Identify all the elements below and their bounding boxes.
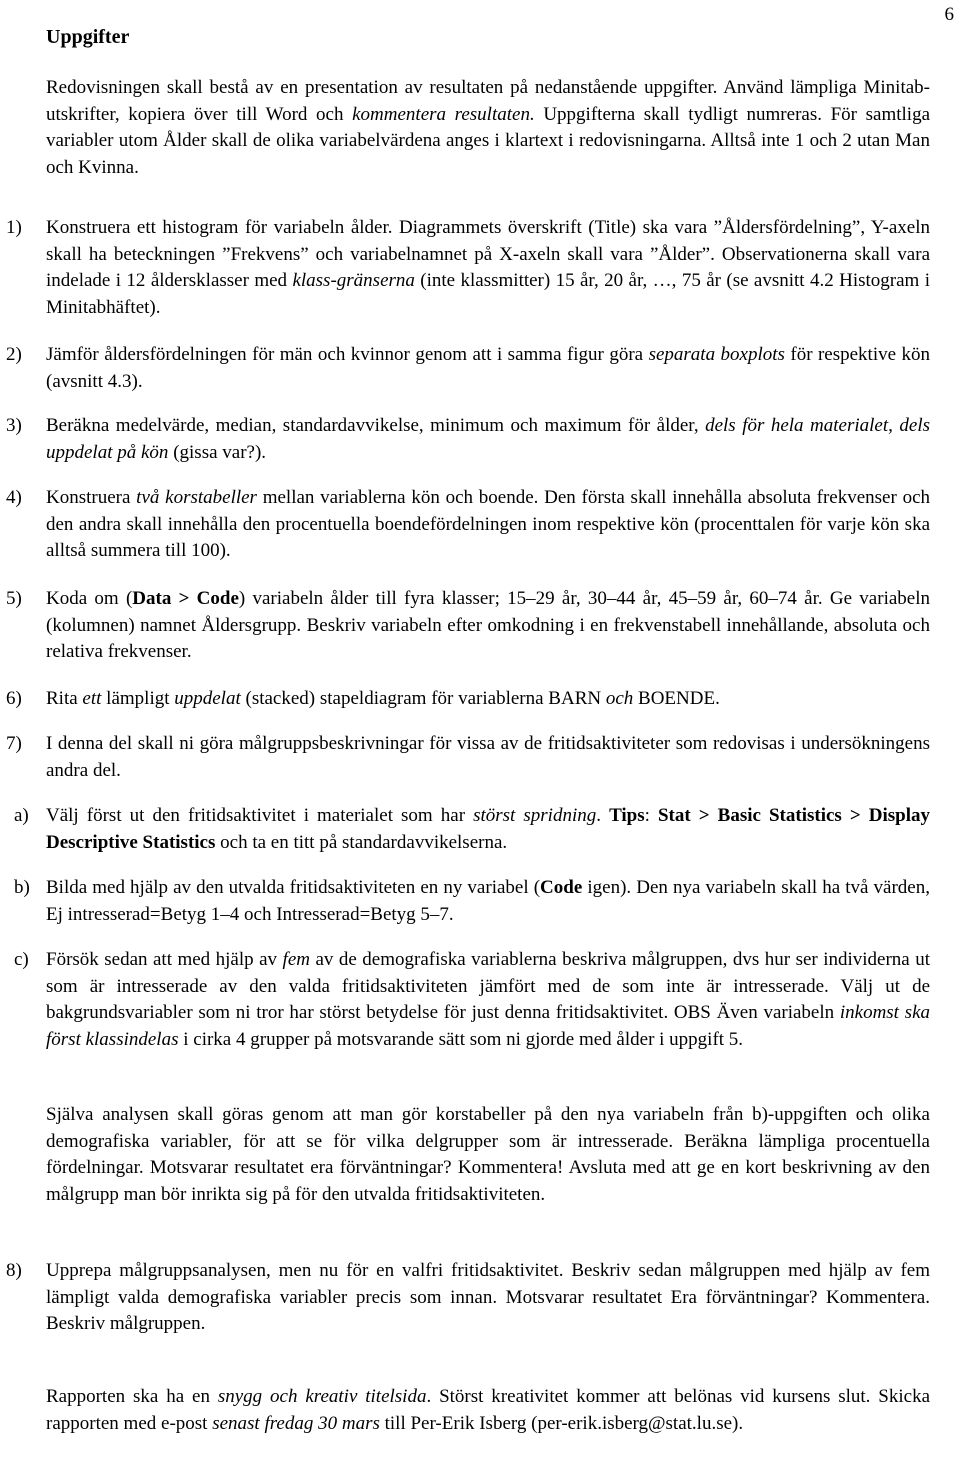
task-7b: b) Bilda med hjälp av den utvalda fritidsaktiviteten en ny variabel (Code igen). Den nya variabeln skall ha två värden, Ej intresserad=Betyg 1–4 och Intresserad=Betyg 5–7.: [14, 877, 930, 925]
task-6: 6) Rita ett lämpligt uppdelat (stacked) stapeldiagram för variablerna BARN och BOENDE.: [6, 686, 930, 713]
task-number: 7): [6, 733, 22, 754]
task-letter: a): [14, 805, 29, 826]
task-number: 3): [6, 415, 22, 436]
task-3: 3) Beräkna medelvärde, median, standardavvikelse, minimum och maximum för ålder, dels för hela materialet, dels uppdelat på kön (gissa var?).: [6, 415, 930, 463]
task-4: 4) Konstruera två korstabeller mellan variablerna kön och boende. Den första skall innehålla absoluta frekvenser och den andra skall innehålla den procentuella boendefördelningen inom respektive kön (procenttalen för varje kön ska alltså summera till 100).: [6, 487, 930, 561]
page-title: Uppgifter: [46, 26, 130, 48]
page-number: 6: [944, 4, 954, 25]
task-8: 8) Upprepa målgruppsanalysen, men nu för en valfri fritidsaktivitet. Beskriv sedan målgruppen med hjälp av fem lämpligt valda demografiska variabler precis som innan. Motsvarar resultatet Era förväntningar? Kommentera. Beskriv målgruppen.: [6, 1260, 930, 1334]
task-letter: b): [14, 877, 30, 898]
task-7: 7) I denna del skall ni göra målgruppsbeskrivningar för vissa av de fritidsaktiviteter som redovisas i undersökningens andra del.: [6, 733, 930, 781]
task-5: 5) Koda om (Data > Code) variabeln ålder till fyra klasser; 15–29 år, 30–44 år, 45–59 år, 60–74 år. Ge variabeln (kolumnen) namnet Åldersgrupp. Beskriv variabeln efter omkodning i en frekvenstabell innehållande, absoluta och relativa frekvenser.: [6, 588, 930, 662]
closing-paragraph: Rapporten ska ha en snygg och kreativ titelsida. Störst kreativitet kommer att belönas vid kursens slut. Skicka rapporten med e-post senast fredag 30 mars till Per-Erik Isberg (per-erik.isberg@stat.lu.se).: [46, 1386, 930, 1434]
task-7c: c) Försök sedan att med hjälp av fem av de demografiska variablerna beskriva målgruppen, dvs hur ser individerna ut som är intresserade av den valda fritidsaktiviteten jämfört med de som inte är intresserade. Välj ut de bakgrundsvariabler som ni tror har störst betydelse för just denna fritidsaktivitet. OBS Även variabeln inkomst ska först klassindelas i cirka 4 grupper på motsvarande sätt som ni gjorde med ålder i uppgift 5.: [14, 949, 931, 1050]
task-2: 2) Jämför åldersfördelningen för män och kvinnor genom att i samma figur göra separata boxplots för respektive kön (avsnitt 4.3).: [6, 344, 931, 392]
task-1: 1) Konstruera ett histogram för variabeln ålder. Diagrammets överskrift (Title) ska vara ”Åldersfördelning”, Y-axeln skall ha beteckningen ”Frekvens” och variabelnamnet på X-axeln skall vara ”Ålder”. Observationerna skall vara indelade i 12 åldersklasser med klass-gränserna (inte klassmitter) 15 år, 20 år, …, 75 år (se avsnitt 4.2 Histogram i Minitabhäftet).: [6, 217, 930, 318]
task-7c-analysis: Själva analysen skall göras genom att man gör korstabeller på den nya variabeln från b)-uppgiften och olika demografiska variabler, för att se för vilka delgrupper som är intresserade. Beräkna lämpliga procentuella fördelningar. Motsvarar resultatet era förväntningar? Kommentera! Avsluta med att ge en kort beskrivning av den målgrupp man bör inrikta sig på för den utvalda fritidsaktiviteten.: [46, 1104, 930, 1205]
task-number: 4): [6, 487, 22, 508]
intro-paragraph: Redovisningen skall bestå av en presentation av resultaten på nedanstående uppgifter. Använd lämpliga Minitab-utskrifter, kopiera över till Word och kommentera resultaten. Uppgifterna skall tydligt numreras. För samtliga variabler utom Ålder skall de olika variabelvärdena anges i klartext i redovisningarna. Alltså inte 1 och 2 utan Man och Kvinna.: [46, 77, 931, 178]
task-number: 6): [6, 688, 22, 709]
task-number: 1): [6, 217, 22, 238]
task-letter: c): [14, 949, 29, 970]
task-number: 8): [6, 1260, 22, 1281]
task-number: 5): [6, 588, 22, 609]
task-7a: a) Välj först ut den fritidsaktivitet i materialet som har störst spridning. Tips: Stat > Basic Statistics > Display Descriptive Statistics och ta en titt på standardavvikelserna.: [14, 805, 930, 853]
task-number: 2): [6, 344, 22, 365]
